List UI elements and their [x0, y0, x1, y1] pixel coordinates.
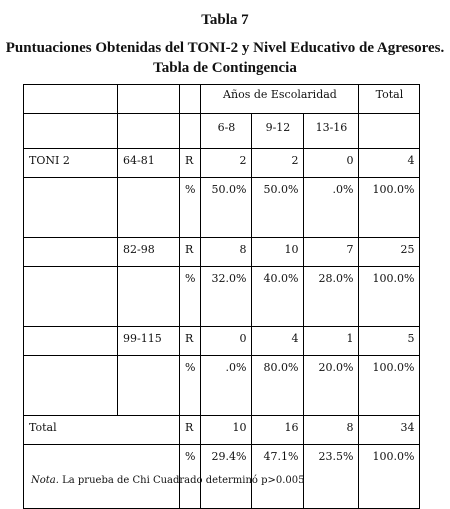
row-r-label: R — [180, 238, 201, 267]
cell-value: 7 — [304, 238, 359, 267]
row-range: 99-115 — [118, 327, 180, 356]
cell-value: 2 — [201, 149, 252, 178]
cell-pct: 32.0% — [201, 267, 252, 327]
contingency-table — [23, 84, 420, 509]
total-label: Total — [24, 416, 180, 445]
header-col-13-16: 13-16 — [304, 114, 359, 149]
table-title: Puntuaciones Obtenidas del TONI-2 y Nivel Educativo de Agresores. — [5, 40, 445, 56]
row-r-label: R — [180, 149, 201, 178]
cell-value: 16 — [252, 416, 304, 445]
note-label: Nota. — [31, 475, 59, 486]
header-escolaridad: Años de Escolaridad — [201, 85, 359, 114]
cell-pct: 40.0% — [252, 267, 304, 327]
cell-pct: .0% — [201, 356, 252, 416]
cell-value: 0 — [201, 327, 252, 356]
cell-pct-total: 100.0% — [359, 356, 420, 416]
cell-pct: 50.0% — [201, 178, 252, 238]
cell-pct: 20.0% — [304, 356, 359, 416]
row-range: 82-98 — [118, 238, 180, 267]
cell-value: 2 — [252, 149, 304, 178]
header-total: Total — [359, 85, 420, 114]
cell-value: 8 — [201, 238, 252, 267]
cell-pct: 29.4% — [201, 445, 252, 509]
cell-pct: 28.0% — [304, 267, 359, 327]
table-row — [24, 267, 420, 327]
table-row — [24, 149, 420, 178]
cell-total: 5 — [359, 327, 420, 356]
row-pct-label: % — [180, 356, 201, 416]
cell-pct: 80.0% — [252, 356, 304, 416]
header-row-group — [24, 85, 420, 114]
cell-pct-total: 100.0% — [359, 267, 420, 327]
cell-pct: 47.1% — [252, 445, 304, 509]
cell-total: 34 — [359, 416, 420, 445]
table-row — [24, 356, 420, 416]
row-pct-label: % — [180, 267, 201, 327]
table-note — [31, 475, 305, 487]
table-subtitle: Tabla de Contingencia — [153, 60, 297, 76]
row-pct-label: % — [180, 445, 201, 509]
row-label-toni2: TONI 2 — [24, 149, 118, 178]
header-col-9-12: 9-12 — [252, 114, 304, 149]
header-col-6-8: 6-8 — [201, 114, 252, 149]
cell-pct-total: 100.0% — [359, 178, 420, 238]
table-number: Tabla 7 — [201, 12, 249, 28]
note-text: La prueba de Chi Cuadrado determinó p>0.005 — [58, 475, 305, 486]
table-row — [24, 178, 420, 238]
cell-value: 0 — [304, 149, 359, 178]
cell-value: 8 — [304, 416, 359, 445]
cell-value: 10 — [252, 238, 304, 267]
cell-value: 10 — [201, 416, 252, 445]
header-row-ranges — [24, 114, 420, 149]
cell-pct-total: 100.0% — [359, 445, 420, 509]
table-row — [24, 238, 420, 267]
cell-pct: 23.5% — [304, 445, 359, 509]
row-r-label: R — [180, 327, 201, 356]
cell-total: 4 — [359, 149, 420, 178]
cell-total: 25 — [359, 238, 420, 267]
cell-value: 4 — [252, 327, 304, 356]
cell-value: 1 — [304, 327, 359, 356]
total-row — [24, 416, 420, 445]
row-r-label: R — [180, 416, 201, 445]
row-range: 64-81 — [118, 149, 180, 178]
table-row — [24, 327, 420, 356]
cell-pct: 50.0% — [252, 178, 304, 238]
cell-pct: .0% — [304, 178, 359, 238]
row-pct-label: % — [180, 178, 201, 238]
